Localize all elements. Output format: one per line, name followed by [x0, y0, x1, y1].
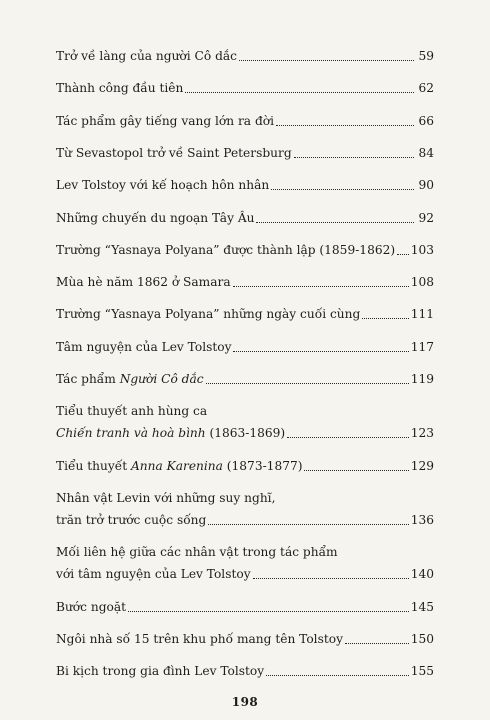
toc-title-part: (1873-1877): [222, 458, 303, 473]
dot-leader: [276, 125, 414, 126]
dot-leader: [206, 383, 409, 384]
toc-page-number: 111: [410, 307, 434, 322]
dot-leader: [233, 351, 408, 352]
dot-leader: [128, 611, 409, 612]
toc-entry-title: Nhân vật Levin với những suy nghĩ,: [56, 490, 276, 505]
toc-entry-title: Mùa hè năm 1862 ở Samara: [56, 275, 231, 290]
toc-page-number: 155: [410, 664, 434, 679]
dot-leader: [208, 524, 408, 525]
dot-leader: [287, 437, 409, 438]
toc-entry-title: Bi kịch trong gia đình Lev Tolstoy: [56, 664, 265, 679]
toc-entry-title: Bước ngoặt: [56, 599, 126, 614]
toc-title-italic: Người Cô dắc: [119, 372, 204, 386]
toc-page-number: 119: [410, 372, 434, 386]
dot-leader: [185, 92, 414, 93]
toc-page-number: 136: [410, 512, 434, 527]
toc-entry-title: với tâm nguyện của Lev Tolstoy: [56, 567, 251, 582]
toc-page-number: 145: [410, 599, 434, 614]
toc-title-italic: Anna Karenina: [131, 458, 223, 473]
toc-entry-title: [56, 426, 285, 441]
toc-title-part: (1863-1869): [205, 426, 286, 441]
dot-leader: [362, 318, 408, 319]
toc-entry-title: [56, 372, 204, 387]
dot-leader: [253, 578, 409, 579]
toc-entry-title: Trường “Yasnaya Polyana” những ngày cuối cùng: [56, 307, 361, 322]
toc-entry-title: Trở về làng của người Cô dắc: [56, 49, 237, 63]
toc-entry-title: Tâm nguyện của Lev Tolstoy: [56, 339, 232, 354]
toc-entry-title: Những chuyến du ngoạn Tây Âu: [56, 210, 255, 225]
toc-entry-title: Lev Tolstoy với kế hoạch hôn nhân: [56, 178, 270, 193]
dot-leader: [239, 60, 414, 61]
dot-leader: [294, 157, 414, 158]
toc-page-number: 150: [410, 631, 434, 646]
toc-entry-title: Trường “Yasnaya Polyana” được thành lập (1859-1862): [56, 242, 396, 257]
toc-page-number: 66: [418, 113, 434, 128]
toc-entry-title: Từ Sevastopol trở về Saint Petersburg: [56, 145, 292, 160]
toc-title-italic: Chiến tranh và hoà bình: [56, 426, 206, 441]
toc-page-number: 59: [418, 49, 434, 63]
toc-title-part: Tiểu thuyết: [56, 458, 131, 473]
toc-page-number: 129: [410, 458, 434, 473]
toc-page-number: 140: [410, 567, 434, 582]
dot-leader: [271, 189, 414, 190]
toc-entry-title: Tác phẩm gây tiếng vang lớn ra đời: [56, 113, 274, 128]
toc-entry-title: Mối liên hệ giữa các nhân vật trong tác phẩm: [56, 545, 338, 560]
dot-leader: [266, 675, 409, 676]
toc-page-number: 84: [418, 145, 434, 160]
toc-page-number: 117: [410, 339, 434, 354]
toc-page-number: 90: [418, 178, 434, 193]
toc-title-part: Tác phẩm: [56, 372, 120, 386]
toc-entry-title: [56, 459, 302, 474]
toc-entry-title: Tiểu thuyết anh hùng ca: [56, 404, 208, 419]
toc-entry-title: Ngôi nhà số 15 trên khu phố mang tên Tolstoy: [56, 631, 343, 646]
toc-page-number: 108: [410, 275, 434, 290]
toc-entry-title: Thành công đầu tiên: [56, 81, 184, 96]
dot-leader: [397, 254, 409, 255]
toc-page-number: 123: [410, 426, 434, 441]
dot-leader: [345, 643, 409, 644]
toc-page-number: 92: [418, 210, 434, 225]
dot-leader: [256, 222, 414, 223]
dot-leader: [304, 470, 408, 471]
toc-page-number: 62: [418, 81, 434, 96]
toc-entry-title: trăn trở trước cuộc sống: [56, 512, 207, 527]
dot-leader: [233, 286, 409, 287]
page-number: 198: [231, 695, 259, 709]
toc-page-number: 103: [410, 242, 434, 257]
